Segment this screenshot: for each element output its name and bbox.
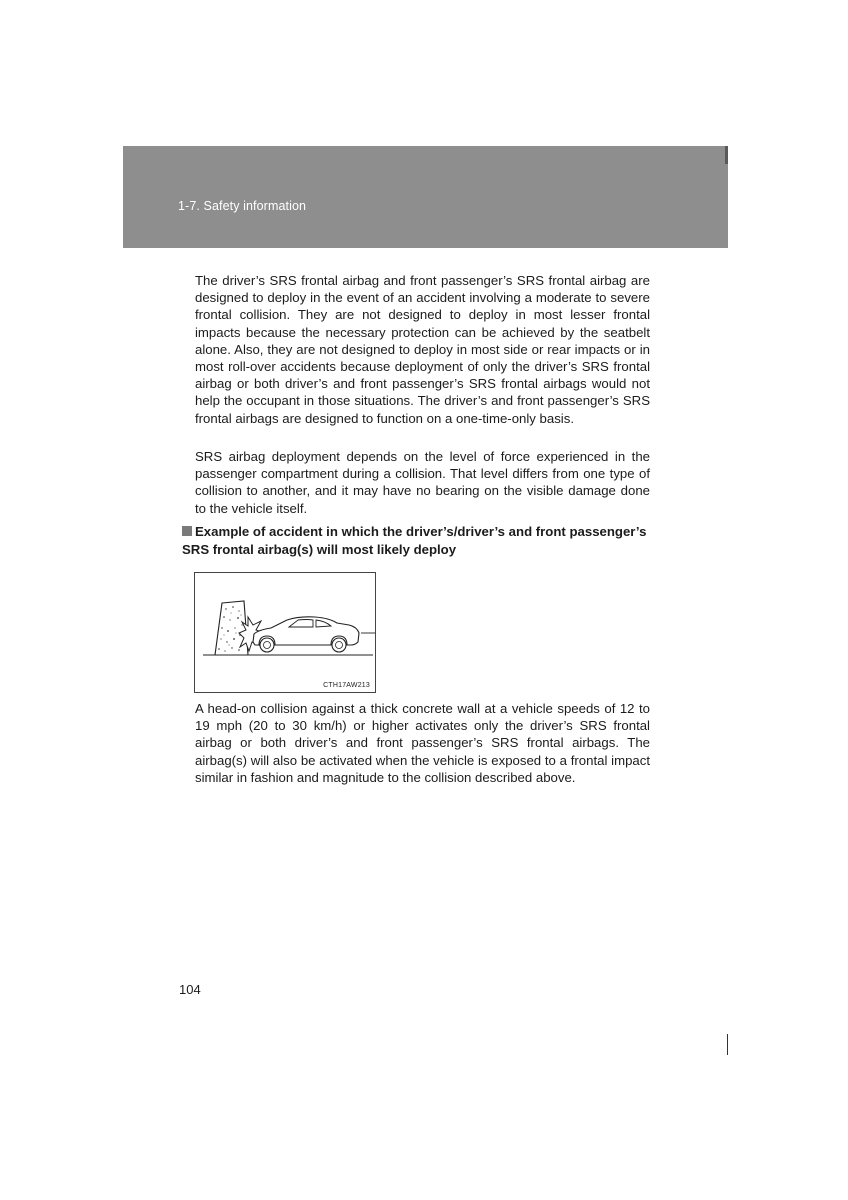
- header-notch: [725, 146, 728, 164]
- collision-illustration: [194, 572, 376, 693]
- paragraph-airbag-deployment: The driver’s SRS frontal airbag and front passenger’s SRS frontal airbag are designed to deploy in the event of an accident involving a moderate to severe frontal collision. They are not designed to deploy in most lesser frontal impacts because the necessary protection can be achieved by the seatbelt alone. Also, they are not designed to deploy in most side or rear impacts or in most roll-over accidents because deployment of only the driver’s SRS frontal airbag or both driver’s and front passenger’s SRS frontal airbags would not help the occupant in those situations. The driver’s and front passenger’s SRS frontal airbags are designed to function on a one-time-only basis.: [195, 273, 650, 426]
- paragraph-head-on-collision: A head-on collision against a thick concrete wall at a vehicle speeds of 12 to 19 mph (20 to 30 km/h) or higher activates only the driver’s SRS frontal airbag or both driver’s and front passenger’s SRS frontal airbags. The airbag(s) will also be activated when the vehicle is exposed to a frontal impact similar in fashion and magnitude to the collision described above.: [195, 701, 650, 785]
- rear-wheel: [332, 638, 346, 652]
- front-wheel: [260, 638, 274, 652]
- square-bullet-icon: [182, 526, 192, 536]
- paragraph-deployment-force: SRS airbag deployment depends on the level of force experienced in the passenger compartment during a collision. That level differs from one type of collision to another, and it may have no bearing on the visible damage done to the vehicle itself.: [195, 449, 650, 516]
- concrete-wall: [215, 601, 248, 655]
- page-number: 104: [179, 982, 201, 997]
- section-title: 1-7. Safety information: [178, 199, 307, 213]
- subheading-text: Example of accident in which the driver’s/driver’s and front passenger’s SRS frontal airbag(s) will most likely deploy: [182, 524, 647, 557]
- edge-mark: [727, 1034, 728, 1055]
- car-wall-collision-graphic: [195, 573, 377, 694]
- figure-code: CTH17AW213: [323, 682, 370, 689]
- subheading: [182, 523, 650, 558]
- header-band: [123, 146, 728, 248]
